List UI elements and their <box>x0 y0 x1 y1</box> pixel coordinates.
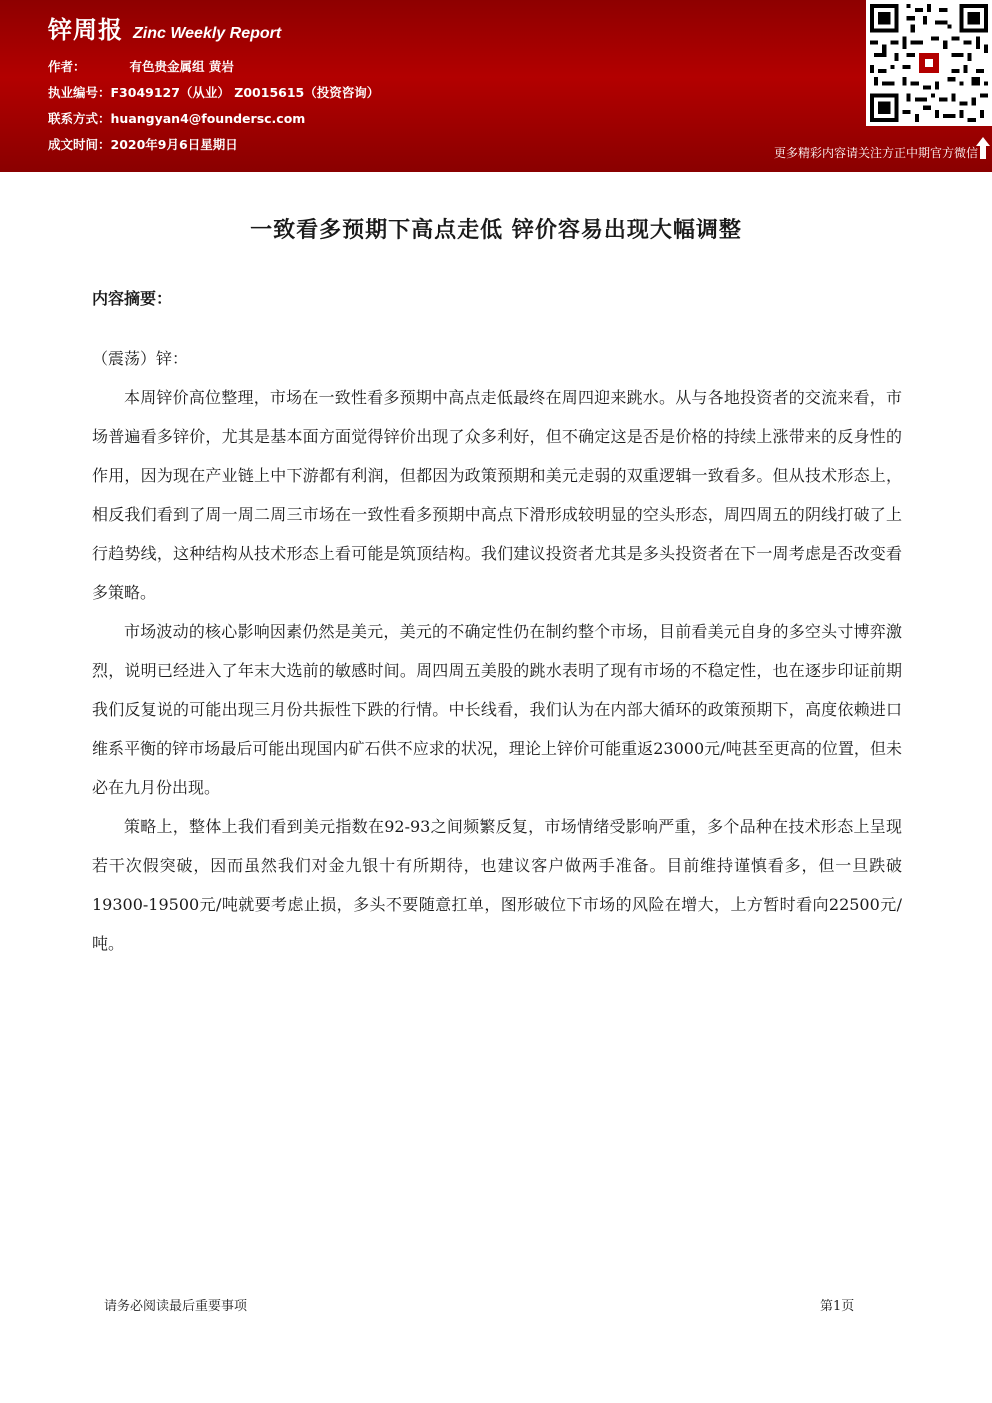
paragraph: 市场波动的核心影响因素仍然是美元，美元的不确定性仍在制约整个市场，目前看美元自身的多空头寸博弈激烈，说明已经进入了年末大选前的敏感时间。周四周五美股的跳水表明了现有市场的不稳定性，也在逐步印证前期我们反复说的可能出现三月份共振性下跌的行情。中长线看，我们认为在内部大循环的政策预期下，高度依赖进口维系平衡的锌市场最后可能出现国内矿石供不应求的状况，理论上锌价可能重返23000元/吨甚至更高的位置，但未必在九月份出现。 <box>92 622 902 797</box>
brand-title-en: Zinc Weekly Report <box>133 25 282 42</box>
brand <box>48 10 281 45</box>
report-meta <box>48 54 379 158</box>
report-header <box>0 0 992 172</box>
author-label: 作者： <box>48 59 86 74</box>
page-number: 第1页 <box>820 1299 855 1314</box>
date-value: 2020年9月6日星期日 <box>110 137 238 152</box>
author-row <box>48 54 379 80</box>
footer-notice: 请务必阅读最后重要事项 <box>104 1299 248 1314</box>
report-title: 一致看多预期下高点走低 锌价容易出现大幅调整 <box>250 218 742 243</box>
category-label: （震荡）锌： <box>92 349 189 368</box>
wechat-follow-note: 更多精彩内容请关注方正中期官方微信 <box>773 146 978 160</box>
report-body <box>92 339 902 963</box>
license-row <box>48 80 379 106</box>
license-label: 执业编号： <box>48 85 111 100</box>
contact-value: huangyan4@foundersc.com <box>110 111 306 126</box>
date-row <box>48 132 379 158</box>
paragraph: 策略上，整体上我们看到美元指数在92-93之间频繁反复，市场情绪受影响严重，多个品种在技术形态上呈现若干次假突破，因而虽然我们对金九银十有所期待，也建议客户做两手准备。目前维持谨慎看多，但一旦跌破19300-19500元/吨就要考虑止损，多头不要随意扛单，图形破位下市场的风险在增大，上方暂时看向22500元/吨。 <box>92 817 902 953</box>
brand-title-cn: 锌周报 <box>48 16 123 44</box>
paragraph: 本周锌价高位整理，市场在一致性看多预期中高点走低最终在周四迎来跳水。从与各地投资者的交流来看，市场普遍看多锌价，尤其是基本面方面觉得锌价出现了众多利好，但不确定这是否是价格的持续上涨带来的反身性的作用，因为现在产业链上中下游都有利润，但都因为政策预期和美元走弱的双重逻辑一致看多。但从技术形态上，相反我们看到了周一周二周三市场在一致性看多预期中高点下滑形成较明显的空头形态，周四周五的阴线打破了上行趋势线，这种结构从技术形态上看可能是筑顶结构。我们建议投资者尤其是多头投资者在下一周考虑是否改变看多策略。 <box>92 388 902 602</box>
contact-label: 联系方式： <box>48 111 111 126</box>
summary-label: 内容摘要： <box>92 289 173 308</box>
date-label: 成文时间： <box>48 137 111 152</box>
license-value: F3049127（从业） Z0015615（投资咨询） <box>110 85 380 100</box>
contact-row <box>48 106 379 132</box>
author-value: 有色贵金属组 黄岩 <box>129 59 234 74</box>
arrow-up-icon <box>975 136 991 160</box>
qr-code-icon <box>866 0 992 126</box>
